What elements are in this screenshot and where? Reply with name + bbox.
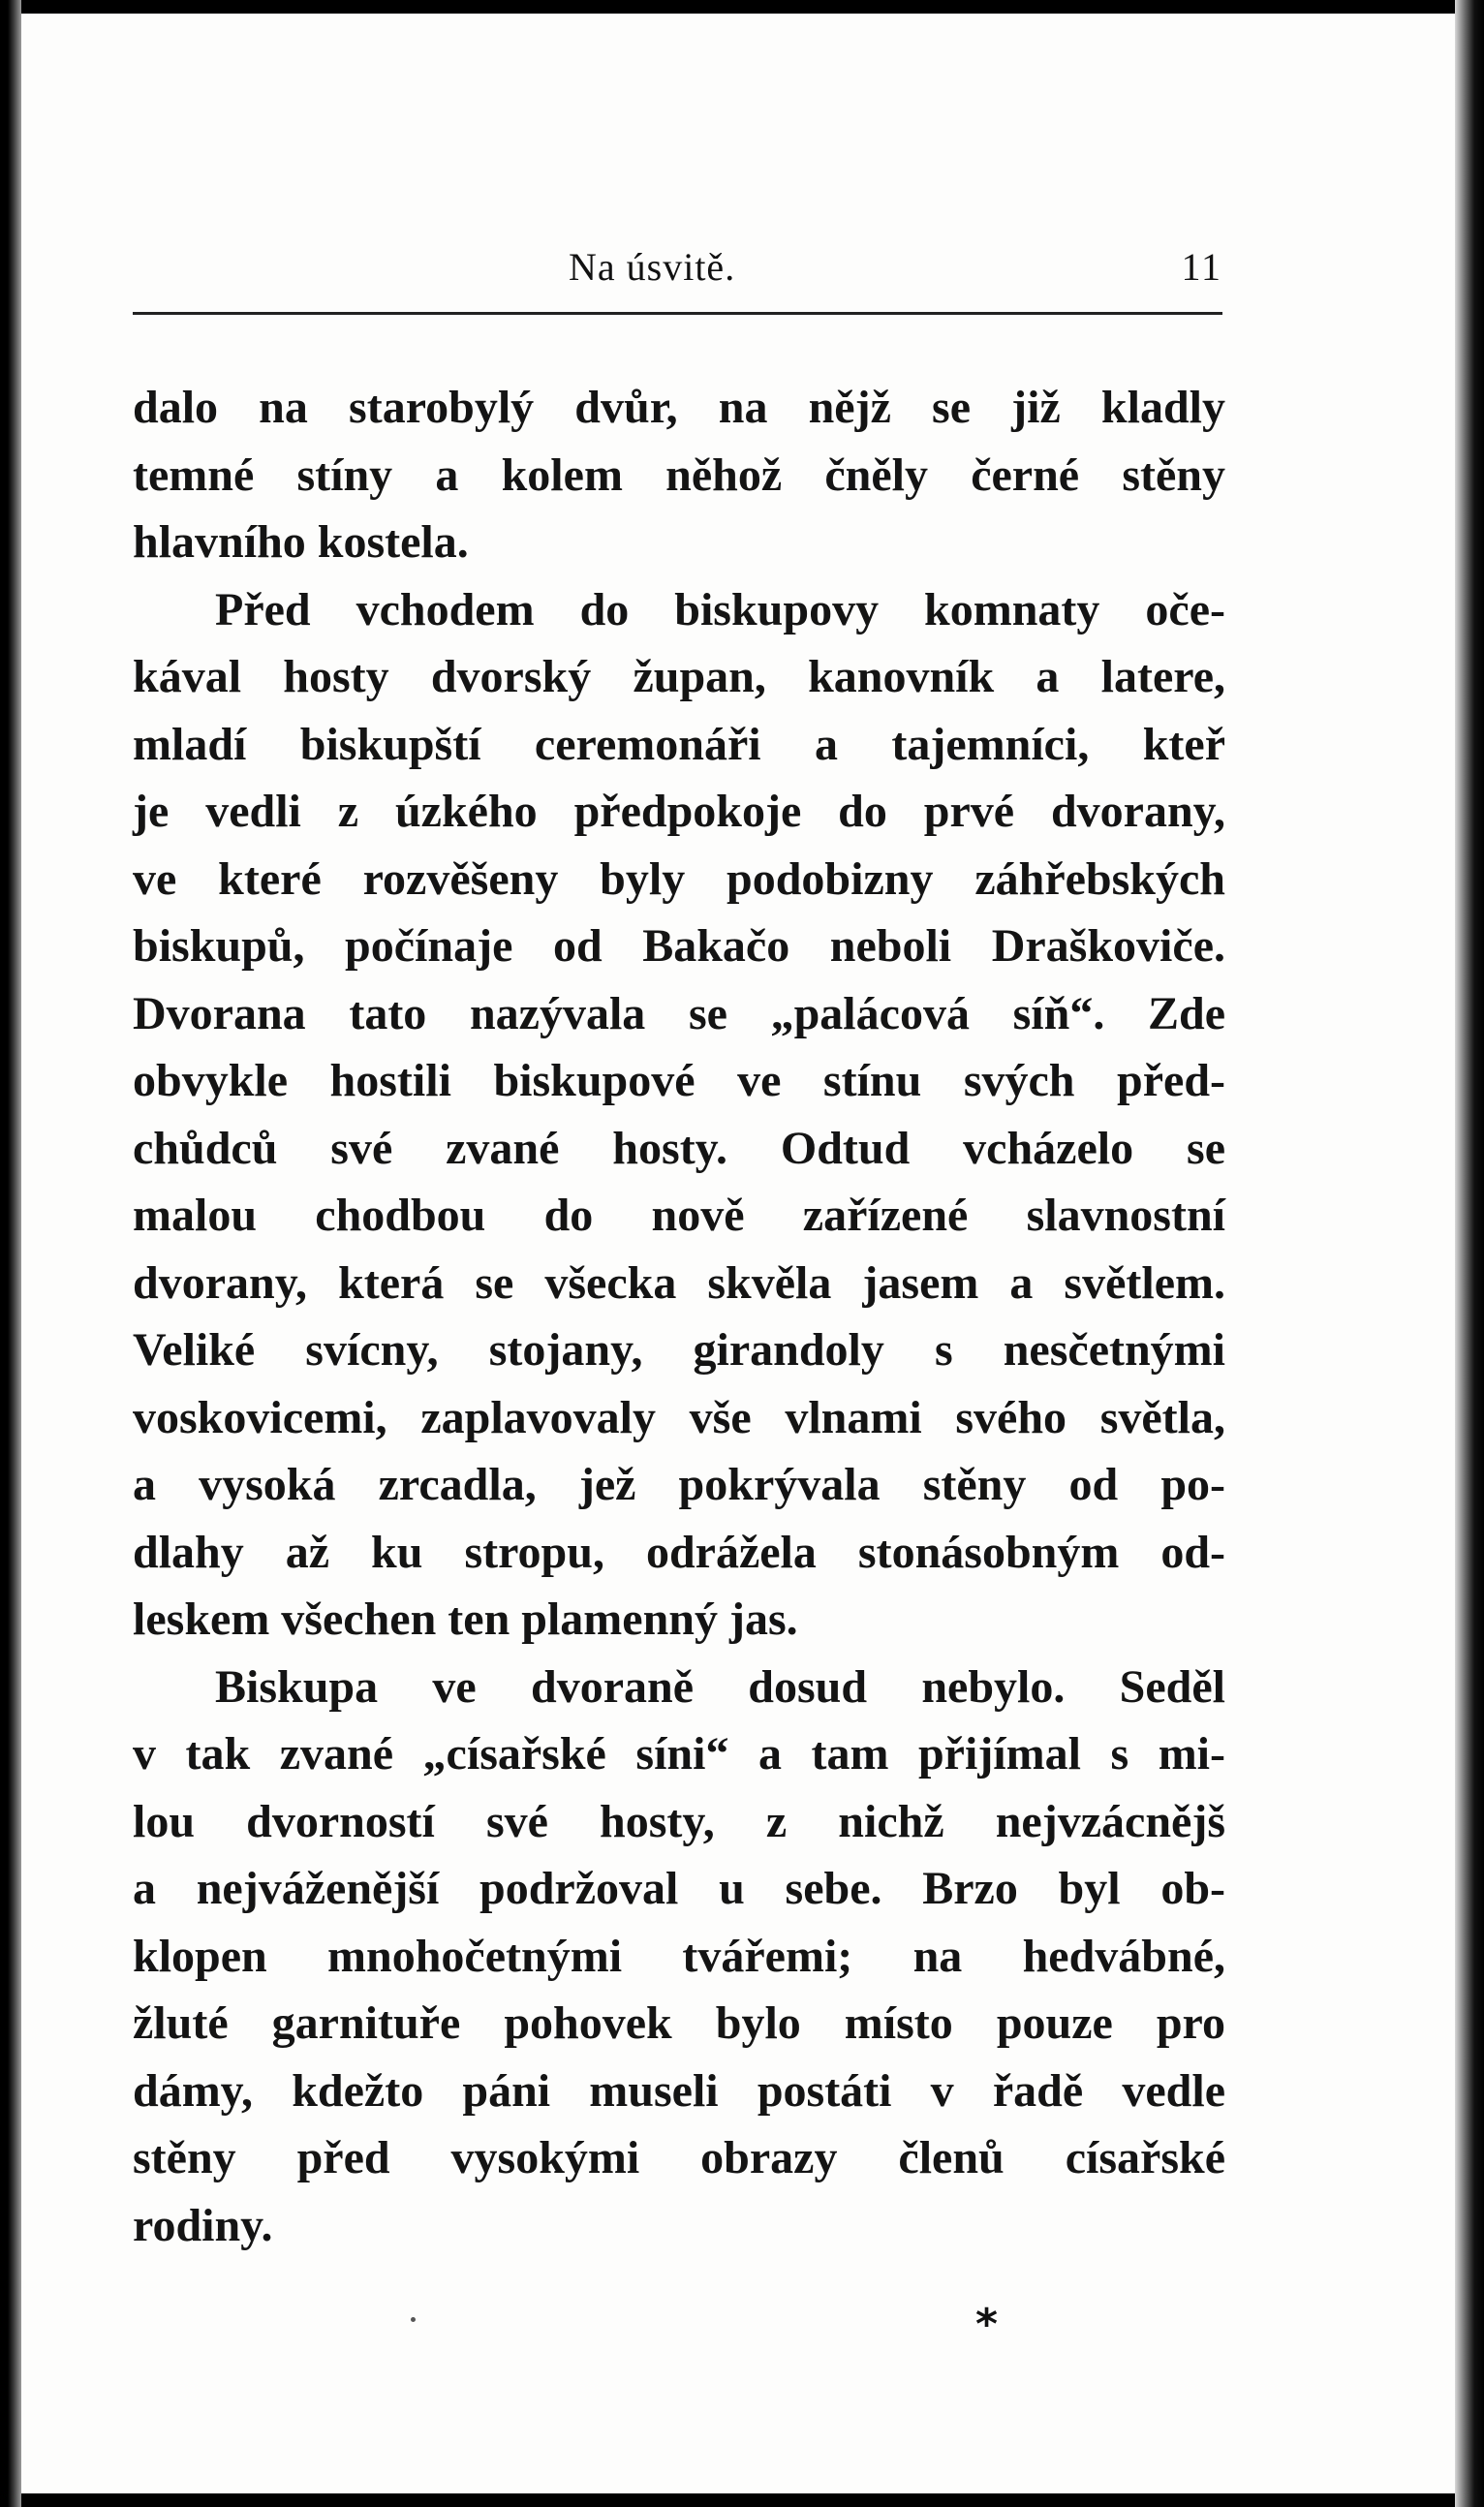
text-line: voskovicemi, zaplavovaly vše vlnami svého světla, <box>133 1391 1225 1443</box>
text-line: dalo na starobylý dvůr, na nějž se již kladly <box>133 382 1225 433</box>
text-line: Před vchodem do biskupovy komnaty oče- <box>215 583 1225 635</box>
text-line: klopen mnohočetnými tvářemi; na hedvábné, <box>133 1930 1225 1982</box>
text-line: obvykle hostili biskupové ve stínu svých před- <box>133 1055 1225 1106</box>
running-head <box>133 244 1222 302</box>
text-line: a vysoká zrcadla, jež pokrývala stěny od po- <box>133 1459 1225 1510</box>
running-title: Na úsvitě. <box>569 245 736 289</box>
text-line: stěny před vysokými obrazy členů císařské <box>133 2132 1225 2183</box>
text-line: dvorany, která se všecka skvěla jasem a světlem. <box>133 1256 1225 1309</box>
scan-right-edge <box>1455 0 1484 2507</box>
text-line: chůdců své zvané hosty. Odtud vcházelo se <box>133 1122 1225 1174</box>
text-line: žluté garnituře pohovek bylo místo pouze pro <box>133 1997 1225 2049</box>
page-number: 11 <box>1181 245 1222 289</box>
text-line: mladí biskupští ceremonáři a tajemníci, kteř <box>133 718 1225 770</box>
text-line: dámy, kdežto páni museli postáti v řadě vedle <box>133 2064 1225 2117</box>
text-line: Veliké svícny, stojany, girandoly s nesčetnými <box>133 1324 1225 1376</box>
text-line: v tak zvané „císařské síni“ a tam přijímal s mi- <box>133 1728 1225 1780</box>
text-line: biskupů, počínaje od Bakačo neboli Draškoviče. <box>133 920 1225 972</box>
text-line: ve které rozvěšeny byly podobizny záhřebských <box>133 852 1225 905</box>
text-line: Dvorana tato nazývala se „palácová síň“. Zde <box>133 987 1225 1039</box>
text-line: dlahy až ku stropu, odrážela stonásobným od- <box>133 1526 1225 1578</box>
text-line: je vedli z úzkého předpokoje do prvé dvorany, <box>133 786 1225 837</box>
body-text <box>133 374 1225 2259</box>
text-line: temné stíny a kolem něhož čněly černé stěny <box>133 449 1225 501</box>
header-rule <box>133 312 1222 315</box>
text-line: kával hosty dvorský župan, kanovník a latere, <box>133 651 1225 702</box>
print-speck <box>411 2317 416 2322</box>
section-break-asterisk: * <box>975 2300 999 2349</box>
text-line: rodiny. <box>133 2199 273 2251</box>
scan-left-edge <box>0 0 21 2507</box>
text-line: malou chodbou do nově zařízené slavnostní <box>133 1190 1225 1241</box>
text-line: lou dvorností své hosty, z nichž nejvzácnějš <box>133 1795 1225 1847</box>
text-line: leskem všechen ten plamenný jas. <box>133 1594 798 1645</box>
text-line: hlavního kostela. <box>133 516 469 568</box>
text-line: Biskupa ve dvoraně dosud nebylo. Seděl <box>215 1660 1225 1713</box>
text-line: a nejváženější podržoval u sebe. Brzo byl ob- <box>133 1863 1225 1914</box>
book-page <box>21 14 1455 2493</box>
